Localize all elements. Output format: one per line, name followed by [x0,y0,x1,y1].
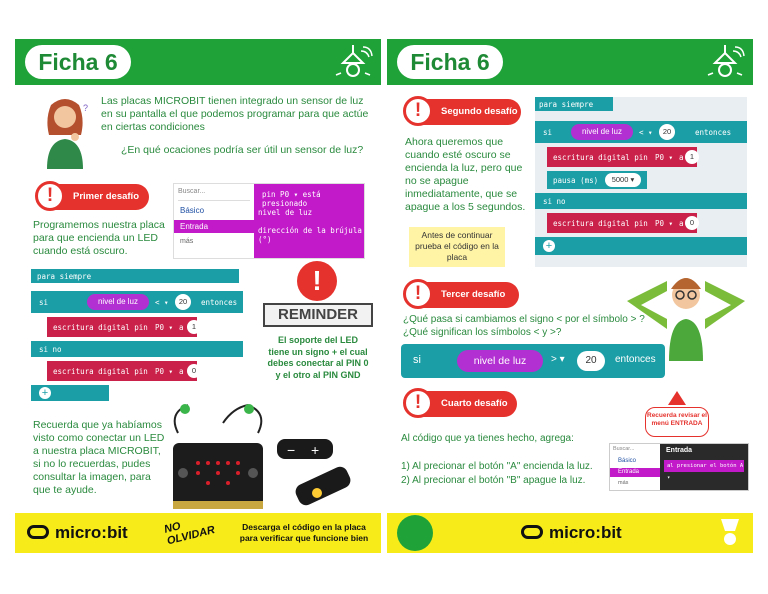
exclamation-icon: ! [297,261,337,301]
exclamation-icon: ! [403,96,433,126]
search-input[interactable]: Buscar... [178,188,250,201]
download-text: Descarga el código en la placa para verificar que funcione bien [239,522,369,543]
digital-write-1: escritura digital pin P0 ▾ a 1 [47,317,197,337]
microbit-board-image [163,403,273,515]
left-footer [15,513,381,553]
right-page [387,39,753,553]
left-header [15,39,381,85]
light-level-block[interactable]: nivel de luz [87,294,149,310]
challenge-4-banner [405,391,517,417]
editor-screenshot [173,183,365,259]
challenge-4-label: Cuarto desafío [441,398,508,409]
test-note: Antes de continuar prueba el código en la placa [409,227,505,267]
digital-write-0: escritura digital pin P0 ▾ a 0 [47,361,197,381]
warning-icon [668,391,686,405]
challenge-1-label: Primer desafío [73,191,139,202]
digital-write-0: escritura digital pin P0 ▾ a 0 [547,213,697,233]
else-block: si no [31,341,243,357]
challenge-4-item2: 2) Al precionar el botón "B" apague la luz. [401,475,586,486]
microbit-logo-icon [521,525,543,539]
exclamation-icon: ! [403,388,433,418]
reminder-text: El soporte del LED tiene un signo + el cual debes conectar al PIN 0 y el otro al PIN GND [267,335,369,380]
block-pin-pressed[interactable]: pin P0 ▾ está presionado [262,190,321,208]
if-end-block [31,385,109,401]
recall-text: Recuerda que ya habíamos visto como conectar un LED a nuestra placa MICROBIT, si no lo recuerdas, pudes consultar la imagen, para que te ayude. [33,419,165,496]
reminder-title: REMINDER [263,303,373,327]
lightbulb-icon [333,43,373,83]
intro-text: Las placas MICROBIT tienen integrado un sensor de luz en su pantalla el que podemos programar para que actúe en ciertas condiciones [101,95,369,133]
forever-block: para siempre [31,269,239,283]
microbit-logo-icon [27,525,49,539]
thinking-girl-illustration [37,95,93,169]
category-basic[interactable]: Básico [180,206,205,215]
big-if-block: si nivel de luz > ▾ 20 entonces [401,344,665,378]
block-light-level[interactable]: nivel de luz [258,208,313,217]
challenge-3-label: Tercer desafío [441,289,506,300]
if-block: si nivel de luz < ▾ 20 entonces [535,121,747,143]
challenge-1-text: Programemos nuestra placa para que encienda un LED cuando está oscuro. [33,219,165,257]
menu-warning: Recuerda revisar el menú ENTRADA [645,391,709,441]
page-title: Ficha 6 [25,45,131,79]
led-holder-image [275,435,355,515]
challenge-2-text: Ahora queremos que cuando esté oscuro se encienda la luz, pero que no se apague inmediatamente, que se apague a los 5 segundos. [405,136,526,213]
pause-block: pausa (ms) 5000 ▾ [547,171,647,189]
exclamation-icon: ! [35,181,65,211]
light-level-block[interactable]: nivel de luz [457,350,543,372]
lightbulb-icon [705,43,745,83]
svg-text:+: + [311,442,320,458]
light-level-block[interactable]: nivel de luz [571,124,633,140]
page-title: Ficha 6 [397,45,503,79]
lightbulb-icon [717,517,743,549]
svg-text:−: − [287,442,296,458]
right-header [387,39,753,85]
code-area: para siempre si nivel de luz < ▾ 20 entonces escritura digital pin P0 ▾ a 1 pausa (ms) 5000 ▾ si no escritura digital pin P0 ▾ a 0 + [535,97,747,267]
challenge-4-text: Al código que ya tienes hecho, agrega: [401,433,574,444]
block-compass[interactable]: dirección de la brújula (°) [258,226,362,244]
question-text: ¿En qué ocaciones podría ser útil un sensor de luz? [121,144,364,156]
challenge-3-banner [405,282,519,308]
reminder-card [263,261,373,421]
else-block: si no [535,193,747,209]
school-seal [397,515,433,551]
plus-icon[interactable]: + [39,387,51,399]
challenge-3-q2: ¿Qué significan los símbolos < y >? [403,327,562,338]
plus-icon[interactable]: + [543,240,555,252]
if-block: si nivel de luz < ▾ 20 entonces [31,291,243,313]
challenge-2-banner [405,99,521,125]
challenge-1-banner [37,184,149,210]
category-more[interactable]: más [180,238,194,245]
exclamation-icon: ! [403,279,433,309]
threshold-value[interactable]: 20 [175,294,191,310]
challenge-4-item1: 1) Al precionar el botón "A" encienda la luz. [401,461,593,472]
mini-editor-screenshot: Buscar... Básico Entrada más Entrada al presionar el botón A ▾ [609,443,749,491]
challenge-2-label: Segundo desafío [441,106,518,117]
if-end-block [535,237,747,255]
category-input[interactable]: Entrada [174,220,254,233]
no-olvidar-stamp: NO OLVIDAR [162,520,217,548]
microbit-logo: micro:bit [55,523,128,542]
digital-write-1: escritura digital pin P0 ▾ a 1 [547,147,697,167]
microbit-logo: micro:bit [549,523,622,542]
right-footer [387,513,753,553]
svg-text:?: ? [83,103,89,113]
left-page [15,39,381,553]
challenge-3-q1: ¿Qué pasa si cambiamos el signo < por el símbolo > ? [403,314,645,325]
